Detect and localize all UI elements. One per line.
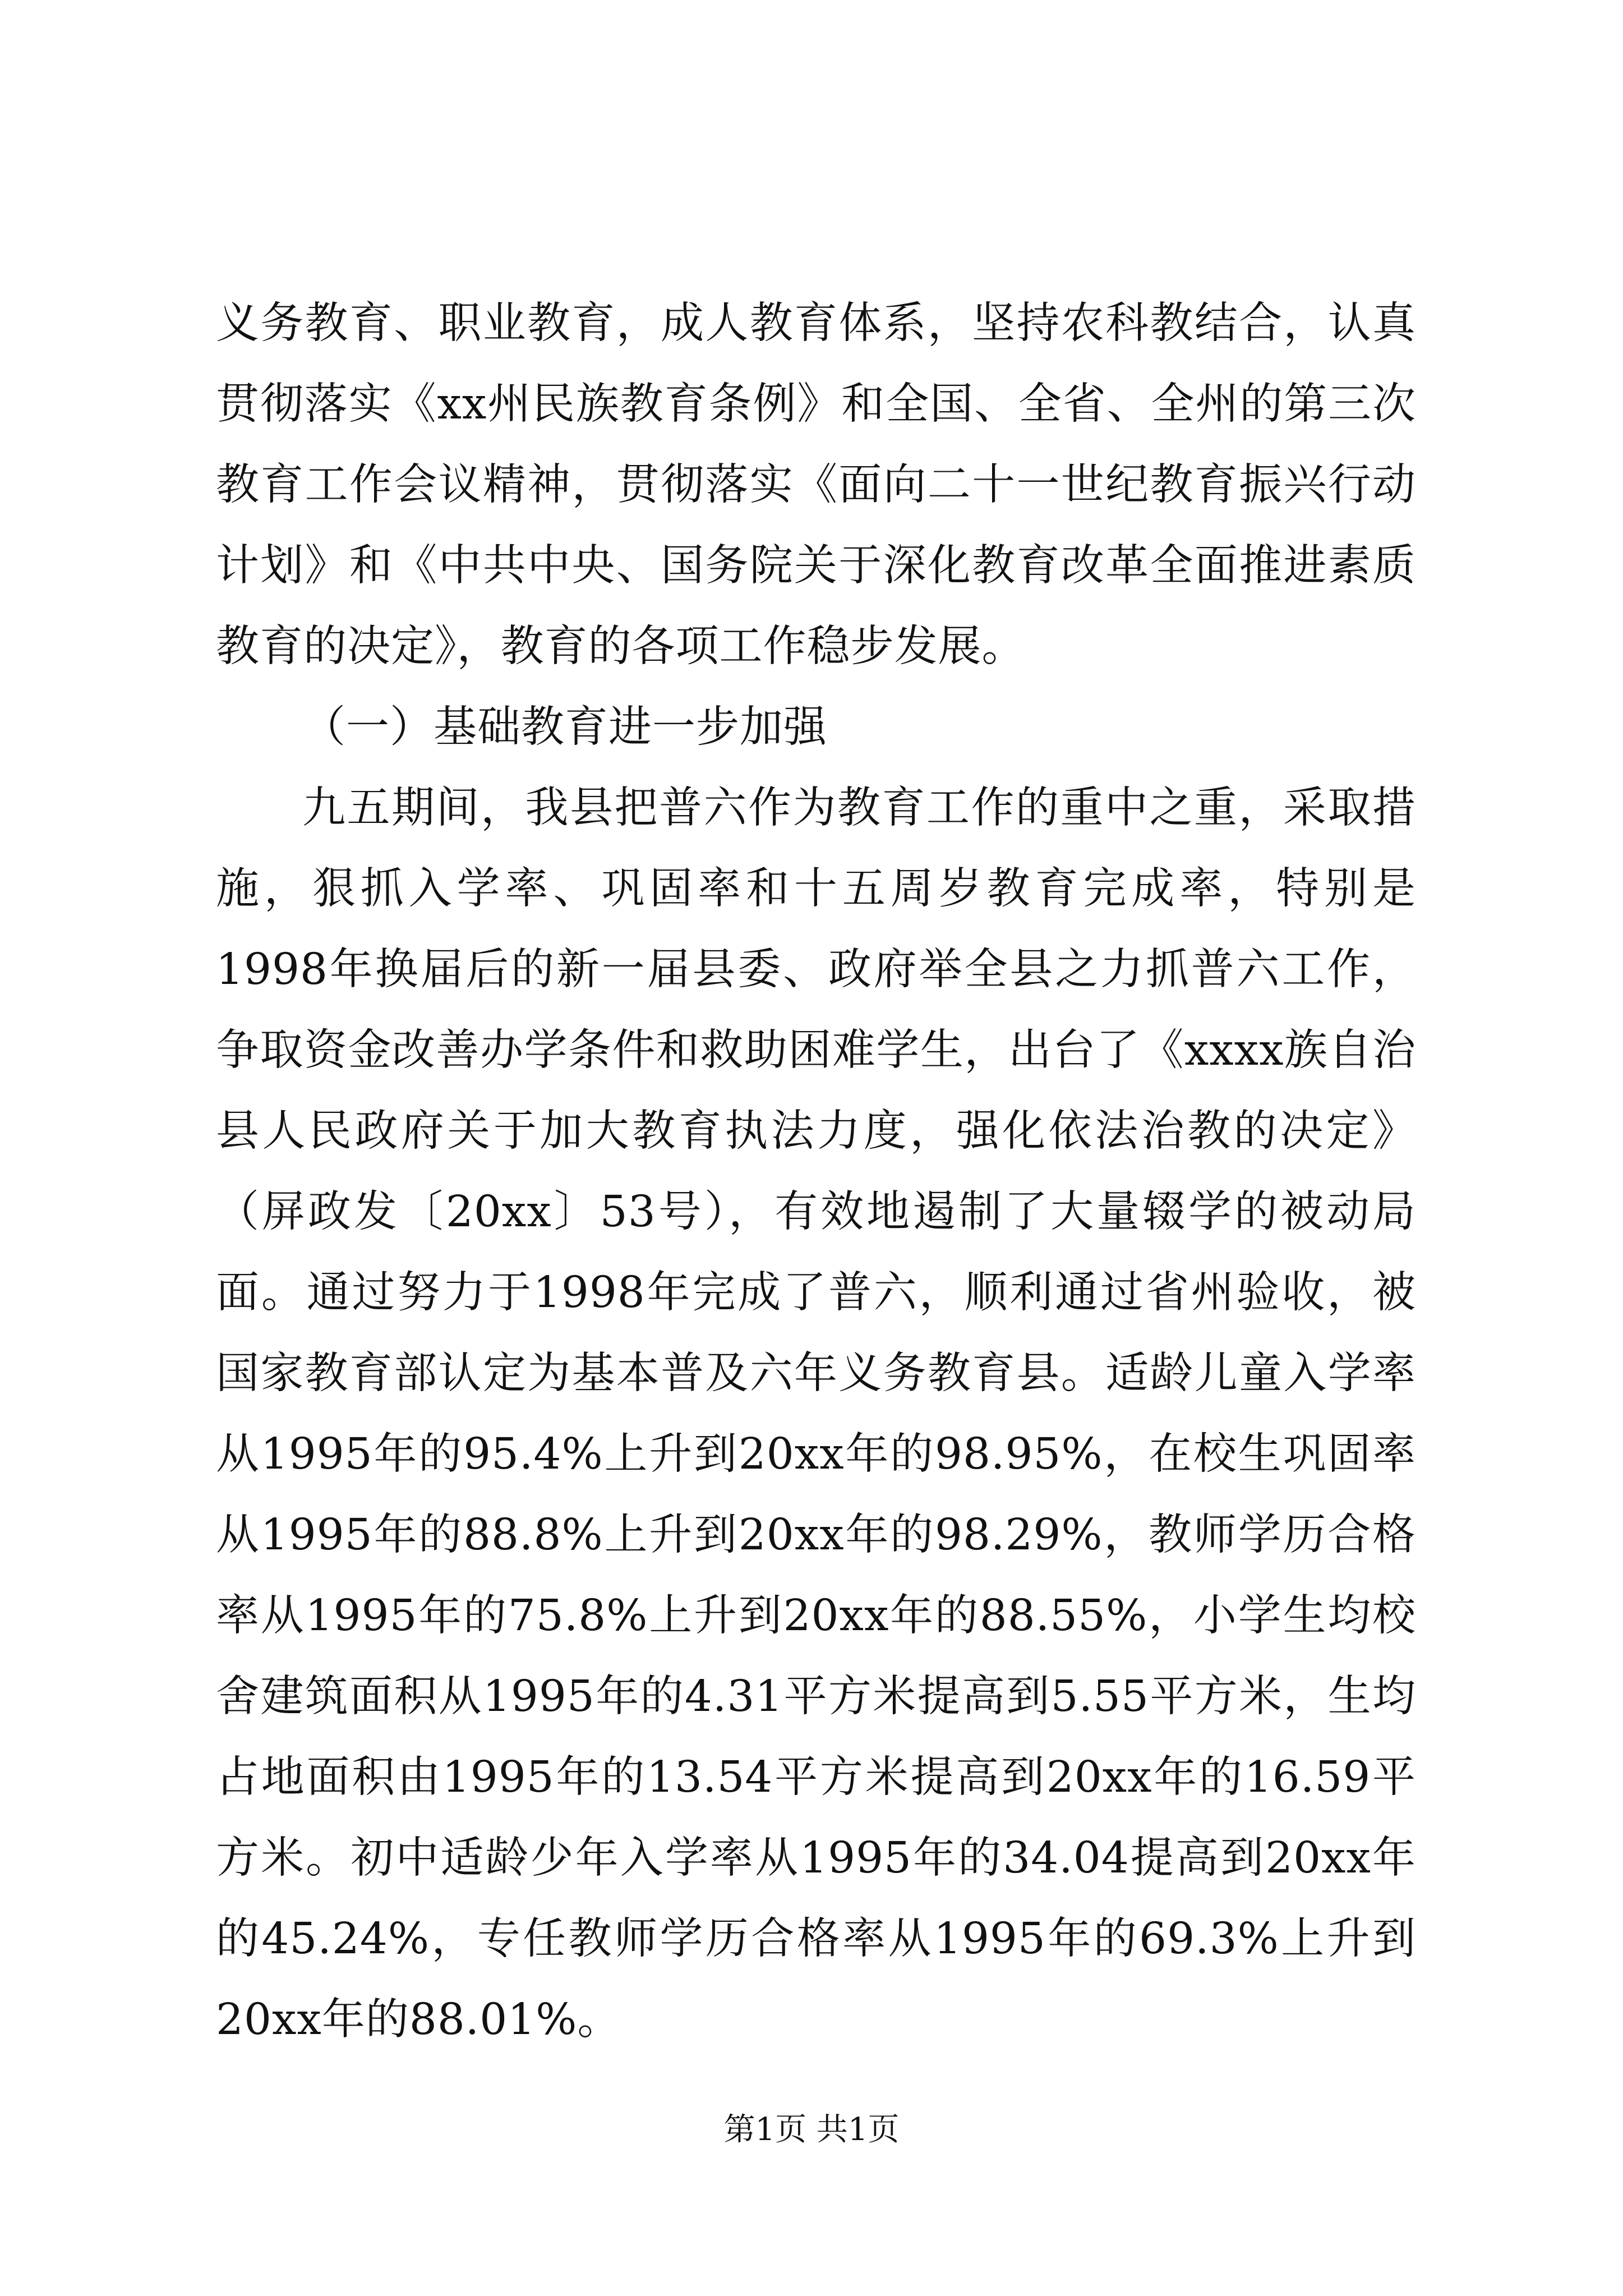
paragraph-body: 九五期间，我县把普六作为教育工作的重中之重，采取措施，狠抓入学率、巩固率和十五周岁教育完成率，特别是1998年换届后的新一届县委、政府举全县之力抓普六工作，争取资金改善办学条件和救助困难学生，出台了《xxxx族自治县人民政府关于加大教育执法力度，强化依法治教的决定》（屏政发〔20xx〕53号），有效地遏制了大量辍学的被动局面。通过努力于1998年完成了普六，顺利通过省州验收，被国家教育部认定为基本普及六年义务教育县。适龄儿童入学率从1995年的95.4%上升到20xx年的98.95%，在校生巩固率从1995年的88.8%上升到20xx年的98.29%，教师学历合格率从1995年的75.8%上升到20xx年的88.55%，小学生均校舍建筑面积从1995年的4.31平方米提高到5.55平方米，生均占地面积由1995年的13.54平方米提高到20xx年的16.59平方米。初中适龄少年入学率从1995年的34.04提高到20xx年的45.24%，专任教师学历合格率从1995年的69.3%上升到20xx年的88.01%。 [216, 783, 1416, 2045]
document-body [216, 283, 1416, 2060]
section-heading: （一）基础教育进一步加强 [302, 702, 827, 752]
page-footer: 第1页 共1页 [723, 2111, 900, 2148]
paragraph-continuation: 义务教育、职业教育，成人教育体系，坚持农科教结合，认真贯彻落实《xx州民族教育条例》和全国、全省、全州的第三次教育工作会议精神，贯彻落实《面向二十一世纪教育振兴行动计划》和《中共中央、国务院关于深化教育改革全面推进素质教育的决定》，教育的各项工作稳步发展。 [216, 298, 1416, 671]
